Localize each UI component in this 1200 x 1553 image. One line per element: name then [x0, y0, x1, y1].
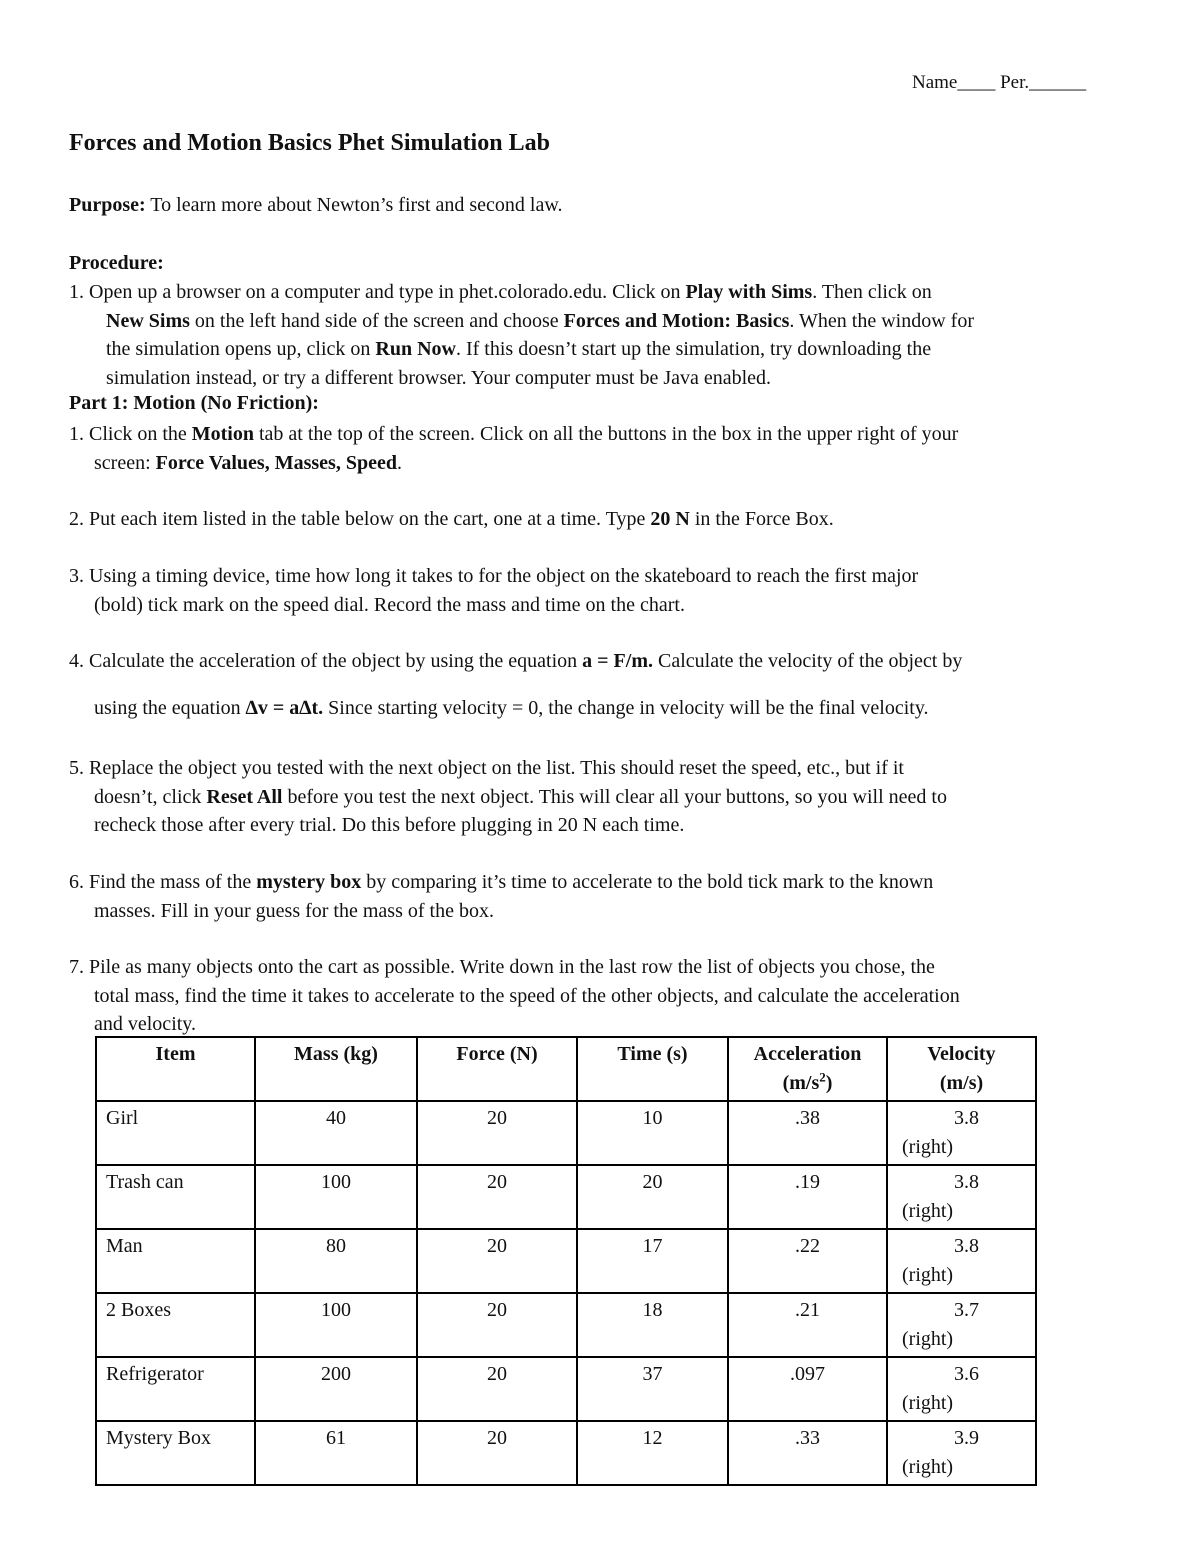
cell-velocity — [887, 1101, 1036, 1165]
cell-acceleration: .22 — [728, 1229, 887, 1293]
procedure-step-1 — [69, 278, 1139, 392]
cell-item: Trash can — [96, 1165, 255, 1229]
step-text: using the equation — [94, 696, 246, 719]
part1-step-1 — [69, 420, 1139, 477]
step-text: by comparing it’s time to accelerate to the bold tick mark to the known — [361, 871, 934, 893]
part1-step-7 — [69, 953, 1139, 1039]
cell-acceleration: .33 — [728, 1421, 887, 1485]
step-bold-text: 20 N — [650, 508, 690, 530]
step-text: Click on the — [89, 423, 192, 445]
table-header-row — [96, 1037, 1036, 1101]
cell-velocity — [887, 1293, 1036, 1357]
velocity-direction: (right) — [902, 1456, 954, 1478]
step-line: (bold) tick mark on the speed dial. Record the mass and time on the chart. — [94, 593, 685, 616]
cell-item: Mystery Box — [96, 1421, 255, 1485]
velocity-direction: (right) — [902, 1136, 954, 1158]
step-bold-text: ∆v = a∆t. — [245, 696, 324, 719]
cell-force: 20 — [417, 1421, 577, 1485]
table-row — [96, 1101, 1036, 1165]
step-number: 7. — [69, 956, 89, 978]
purpose-text: To learn more about Newton’s first and second law. — [145, 194, 563, 216]
cell-mass: 80 — [255, 1229, 417, 1293]
step-text: Open up a browser on a computer and type in phet.colorado.edu. Click on — [89, 281, 686, 303]
table-row — [96, 1357, 1036, 1421]
page-title: Forces and Motion Basics Phet Simulation Lab — [69, 130, 550, 156]
step-text: screen: — [94, 451, 156, 474]
cell-item: 2 Boxes — [96, 1293, 255, 1357]
header-velocity-unit: (m/s) — [939, 1072, 984, 1094]
step-text: Using a timing device, time how long it takes to for the object on the skateboard to reach the first major — [89, 565, 919, 587]
cell-mass: 100 — [255, 1165, 417, 1229]
header-acceleration — [728, 1037, 887, 1101]
step-line: and velocity. — [94, 1013, 197, 1035]
cell-acceleration: .097 — [728, 1357, 887, 1421]
step-bold-text: mystery box — [256, 871, 362, 893]
cell-time: 20 — [577, 1165, 728, 1229]
cell-time: 12 — [577, 1421, 728, 1485]
step-line — [69, 783, 1139, 812]
velocity-direction: (right) — [902, 1328, 954, 1350]
step-bold-text: Force Values, Masses, Speed — [155, 451, 397, 474]
step-line — [69, 694, 1139, 723]
cell-acceleration: .38 — [728, 1101, 887, 1165]
header-time: Time (s) — [577, 1037, 728, 1101]
cell-mass: 100 — [255, 1293, 417, 1357]
cell-item: Man — [96, 1229, 255, 1293]
cell-acceleration: .21 — [728, 1293, 887, 1357]
cell-item: Girl — [96, 1101, 255, 1165]
header-velocity — [887, 1037, 1036, 1101]
step-line — [69, 420, 1139, 449]
header-acceleration-unit-close: ) — [825, 1072, 833, 1094]
step-number: 1. — [69, 423, 89, 445]
purpose-paragraph — [69, 194, 563, 217]
step-line: recheck those after every trial. Do this before plugging in 20 N each time. — [94, 814, 685, 836]
cell-velocity — [887, 1229, 1036, 1293]
cell-force: 20 — [417, 1357, 577, 1421]
velocity-value: 3.9 — [954, 1427, 979, 1449]
velocity-direction: (right) — [902, 1264, 954, 1286]
cell-time: 37 — [577, 1357, 728, 1421]
step-bold-text: a = F/m. — [582, 650, 653, 672]
step-line — [69, 505, 1139, 534]
step-text: Calculate the velocity of the object by — [653, 650, 963, 672]
cell-mass: 61 — [255, 1421, 417, 1485]
step-line — [69, 307, 1139, 336]
step-number: 3. — [69, 565, 89, 587]
step-text: Put each item listed in the table below on the cart, one at a time. Type — [89, 508, 651, 530]
cell-acceleration: .19 — [728, 1165, 887, 1229]
step-text: Pile as many objects onto the cart as possible. Write down in the last row the list of objects you chose, the — [89, 956, 935, 978]
header-mass: Mass (kg) — [255, 1037, 417, 1101]
step-text: . Then click on — [812, 281, 932, 303]
cell-velocity — [887, 1165, 1036, 1229]
cell-item: Refrigerator — [96, 1357, 255, 1421]
purpose-label: Purpose: — [69, 194, 146, 216]
cell-mass: 200 — [255, 1357, 417, 1421]
part1-step-2 — [69, 505, 1139, 534]
step-bold-text: New Sims — [106, 309, 190, 332]
header-item: Item — [96, 1037, 255, 1101]
cell-force: 20 — [417, 1165, 577, 1229]
table-row — [96, 1421, 1036, 1485]
step-line — [69, 647, 1139, 676]
step-text: on the left hand side of the screen and choose — [189, 309, 564, 332]
step-line — [69, 278, 1139, 307]
step-bold-text: Run Now — [375, 338, 456, 360]
header-force: Force (N) — [417, 1037, 577, 1101]
table-row — [96, 1165, 1036, 1229]
step-bold-text: Forces and Motion: Basics — [563, 309, 790, 332]
step-text: . When the window for — [789, 309, 974, 332]
velocity-value: 3.8 — [954, 1107, 979, 1129]
cell-time: 18 — [577, 1293, 728, 1357]
cell-force: 20 — [417, 1101, 577, 1165]
step-number: 1. — [69, 281, 89, 303]
part1-step-5 — [69, 754, 1139, 840]
velocity-direction: (right) — [902, 1200, 954, 1222]
results-table — [95, 1036, 1037, 1486]
cell-velocity — [887, 1357, 1036, 1421]
step-line — [69, 868, 1139, 897]
step-line — [69, 449, 1139, 478]
step-line — [69, 335, 1139, 364]
name-period-field: Name____ Per.______ — [912, 72, 1087, 93]
step-number: 6. — [69, 871, 89, 893]
procedure-heading: Procedure: — [69, 252, 164, 274]
step-text: tab at the top of the screen. Click on all the buttons in the box in the upper right of your — [253, 423, 959, 445]
velocity-value: 3.8 — [954, 1171, 979, 1193]
step-line — [69, 754, 1139, 783]
step-text: . — [396, 451, 402, 474]
part1-step-6 — [69, 868, 1139, 925]
step-text: Since starting velocity = 0, the change in velocity will be the final velocity. — [323, 696, 929, 719]
velocity-value: 3.8 — [954, 1235, 979, 1257]
step-number: 4. — [69, 650, 89, 672]
header-velocity-label: Velocity — [927, 1043, 996, 1065]
header-acceleration-exponent: 2 — [819, 1069, 826, 1085]
step-line — [69, 953, 1139, 982]
step-text: before you test the next object. This will clear all your buttons, so you will need to — [282, 785, 947, 808]
cell-force: 20 — [417, 1229, 577, 1293]
header-acceleration-label: Acceleration — [753, 1043, 862, 1065]
step-line: simulation instead, or try a different browser. Your computer must be Java enabled. — [106, 366, 772, 389]
step-line — [69, 562, 1139, 591]
table-row — [96, 1293, 1036, 1357]
header-acceleration-unit: (m/s — [782, 1072, 820, 1094]
step-text: Find the mass of the — [89, 871, 257, 893]
step-bold-text: Motion — [191, 423, 254, 445]
step-bold-text: Reset All — [206, 785, 283, 808]
part1-step-3 — [69, 562, 1139, 619]
velocity-direction: (right) — [902, 1392, 954, 1414]
step-number: 5. — [69, 757, 89, 779]
step-text: in the Force Box. — [689, 508, 834, 530]
cell-time: 17 — [577, 1229, 728, 1293]
step-text: Replace the object you tested with the next object on the list. This should reset the speed, etc., but if it — [89, 757, 904, 779]
cell-mass: 40 — [255, 1101, 417, 1165]
step-bold-text: Play with Sims — [685, 281, 813, 303]
velocity-value: 3.6 — [954, 1363, 979, 1385]
part1-heading: Part 1: Motion (No Friction): — [69, 392, 319, 414]
step-number: 2. — [69, 508, 89, 530]
step-line: total mass, find the time it takes to accelerate to the speed of the other objects, and calculate the acceleration — [94, 984, 960, 1007]
cell-force: 20 — [417, 1293, 577, 1357]
step-text: the simulation opens up, click on — [106, 338, 376, 360]
step-text: . If this doesn’t start up the simulation, try downloading the — [455, 338, 932, 360]
step-text: doesn’t, click — [94, 785, 207, 808]
cell-time: 10 — [577, 1101, 728, 1165]
velocity-value: 3.7 — [954, 1299, 979, 1321]
part1-step-4 — [69, 647, 1139, 722]
step-text: Calculate the acceleration of the object by using the equation — [89, 650, 583, 672]
step-line: masses. Fill in your guess for the mass of the box. — [94, 899, 494, 922]
cell-velocity — [887, 1421, 1036, 1485]
table-row — [96, 1229, 1036, 1293]
